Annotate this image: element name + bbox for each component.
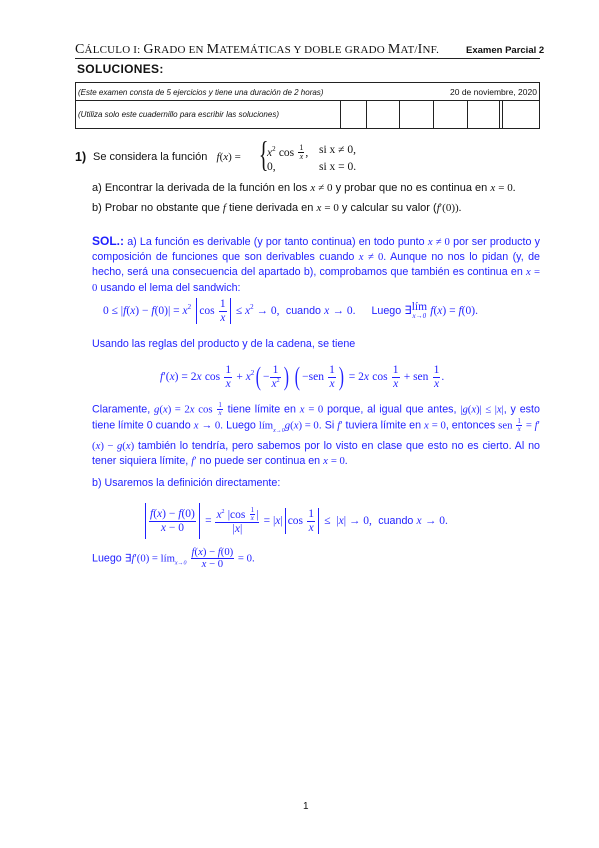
exam-date: 20 de noviembre, 2020 [450,87,537,97]
solution-paragraph-1: SOL.: a) La función es derivable (y por tanto continua) en todo punto x ≠ 0 por ser producto y composición de funciones que son derivables cuando x ≠ 0. Aunque no nos lo pidan (y, de hecho, será una consecuencia del apartado b), comprobamos que también es continua en x = 0 usando el lema del sandwich: [92,234,540,294]
solution-paragraph-2: Usando las reglas del producto y de la cadena, se tiene [92,338,356,350]
exam-note: (Este examen consta de 5 ejercicios y tiene una duración de 2 horas) [78,88,324,97]
item-a: a) Encontrar la derivada de la función en los x ≠ 0 y probar que no es continua en x = 0. [92,182,516,194]
header-rule [75,58,540,59]
grid-cell-divider [366,100,367,129]
grid-cell-divider [433,100,434,129]
grid-cell-divider [499,100,500,129]
solutions-title: SOLUCIONES: [77,62,164,76]
exam-label: Examen Parcial 2 [466,45,545,56]
notebook-note: (Utiliza solo este cuadernillo para escribir las soluciones) [78,110,279,119]
case1-condition: si x ≠ 0, [319,144,356,156]
item-b: b) Probar no obstante que f tiene derivada en x = 0 y calcular su valor (f′(0)). [92,202,462,214]
solution-conclusion: Luego ∃f′(0) = lím$_{x\to 0}$ $\frac{f(x) - f(0)}{x - 0}$ = 0. [92,546,255,571]
problem-intro: Se considera la función f(x) = [93,151,241,163]
grid-divider [75,100,540,101]
case2-condition: si x = 0. [319,161,357,173]
sandwich-equation: $0 \le |f(x) - f(0)| = x^2$ cos $\frac{1}{x}$ ≤ $x^2 \to 0$, cuando x → 0. Luego ∃lím x→0 f(x) = f(0). [103,298,478,324]
grid-cell-divider [340,100,341,129]
grid-cell-divider [502,100,503,129]
derivative-equation: f′(x) = 2x cos $\frac{1}{x}$ + $x^2$( − $\frac{1}{x^2}$ ) ( −sen $\frac{1}{x}$ ) = 2x cos $\frac{1}{x}$ + sen $\frac{1}{x}$ . [160,362,445,391]
grid-cell-divider [467,100,468,129]
problem-number: 1) [75,150,87,164]
grid-cell-divider [399,100,400,129]
course-title: CÁLCULO I: GRADO EN MATEMÁTICAS Y DOBLE GRADO MAT/INF. [75,42,440,57]
difference-quotient-equation: $\frac{f(x) - f(0)}{x - 0}$ = $x^2$ |cos $\frac{1}{x}$ | |x| = |x| cos $\frac{1}{x}$ ≤ |x| → 0, cuando x → 0. [143,503,448,539]
solution-paragraph-3: Claramente, g(x) = 2x cos $\frac{1}{x}$ tiene límite en x = 0 porque, al igual que antes, |g(x)| ≤ |x|, y esto tiene límite 0 cuando x → 0. Luego lím$_{x\to 0}$g(x) = 0. Si f′ tuviera límite en x = 0, entonces sen $\frac{1}{x}$ = f′(x) − g(x) también lo tendría, pero sabemos por lo visto en clase que esto no es cierto. Al no tener siquiera límite, f′ no puede ser continua en x = 0. [92,401,540,468]
case2-value: 0, [267,161,276,173]
page-number: 1 [303,801,309,812]
solution-paragraph-4: b) Usaremos la definición directamente: [92,477,281,489]
